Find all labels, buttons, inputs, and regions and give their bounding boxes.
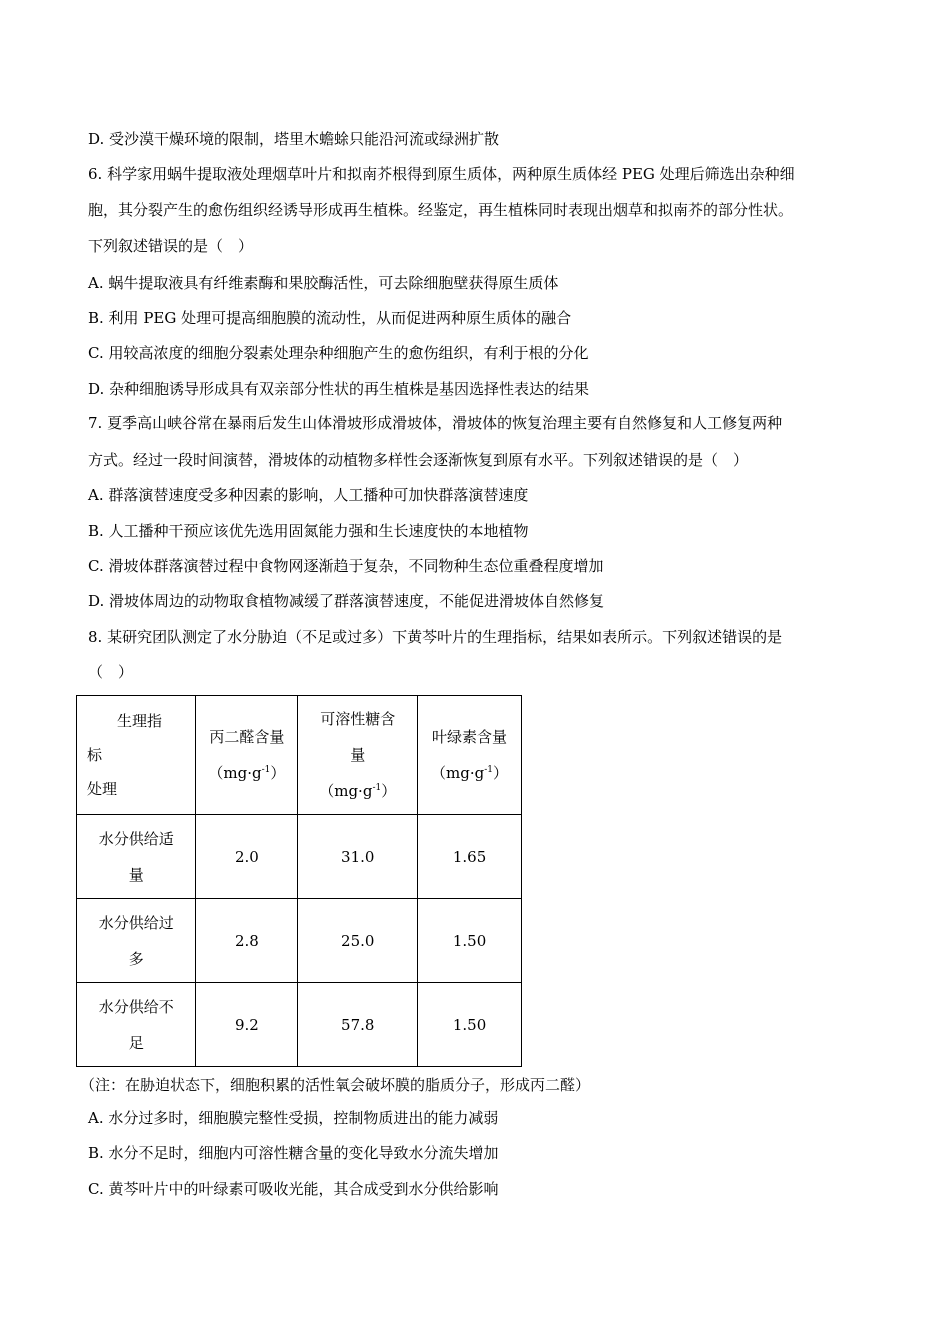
option-7d: D. 滑坡体周边的动物取食植物减缓了群落演替速度，不能促进滑坡体自然修复 bbox=[88, 592, 605, 610]
table-row bbox=[77, 815, 522, 899]
cell-mda: 9.2 bbox=[196, 983, 298, 1067]
cell-sugar: 57.8 bbox=[298, 983, 418, 1067]
header-sugar-label-cont: 量 bbox=[350, 746, 366, 764]
option-7b: B. 人工播种干预应该优先选用固氮能力强和生长速度快的本地植物 bbox=[88, 522, 529, 540]
option-6b: B. 利用 PEG 处理可提高细胞膜的流动性，从而促进两种原生质体的融合 bbox=[88, 309, 572, 327]
option-8a: A. 水分过多时，细胞膜完整性受损，控制物质进出的能力减弱 bbox=[88, 1109, 499, 1127]
option-6a: A. 蜗牛提取液具有纤维素酶和果胶酶活性，可去除细胞壁获得原生质体 bbox=[88, 274, 559, 292]
table-note: （注：在胁迫状态下，细胞积累的活性氧会破坏膜的脂质分子，形成丙二醛） bbox=[80, 1076, 591, 1094]
header-chlorophyll-label: 叶绿素含量 bbox=[432, 728, 508, 746]
option-6c: C. 用较高浓度的细胞分裂素处理杂种细胞产生的愈伤组织，有利于根的分化 bbox=[88, 344, 589, 362]
option-7c: C. 滑坡体群落演替过程中食物网逐渐趋于复杂，不同物种生态位重叠程度增加 bbox=[88, 557, 604, 575]
header-mda-label: 丙二醛含量 bbox=[209, 728, 285, 746]
question-7-stem-line-2: 方式。经过一段时间演替，滑坡体的动植物多样性会逐渐恢复到原有水平。下列叙述错误的是（ ） bbox=[88, 451, 749, 469]
option-6d: D. 杂种细胞诱导形成具有双亲部分性状的再生植株是基因选择性表达的结果 bbox=[88, 380, 590, 398]
question-7-stem-line-1: 7. 夏季高山峡谷常在暴雨后发生山体滑坡形成滑坡体，滑坡体的恢复治理主要有自然修复和人工修复两种 bbox=[88, 414, 783, 432]
row-label: 水分供给过 多 bbox=[77, 899, 196, 983]
cell-mda: 2.0 bbox=[196, 815, 298, 899]
corner-label-top: 生理指 bbox=[117, 712, 163, 730]
table-header-row bbox=[77, 696, 522, 815]
corner-label-mid: 标 bbox=[87, 746, 103, 764]
table-row bbox=[77, 983, 522, 1067]
table-row bbox=[77, 899, 522, 983]
row-label: 水分供给适 量 bbox=[77, 815, 196, 899]
option-8b: B. 水分不足时，细胞内可溶性糖含量的变化导致水分流失增加 bbox=[88, 1144, 499, 1162]
cell-sugar: 31.0 bbox=[298, 815, 418, 899]
cell-mda: 2.8 bbox=[196, 899, 298, 983]
cell-chlorophyll: 1.50 bbox=[418, 899, 522, 983]
corner-label-bottom: 处理 bbox=[87, 780, 118, 798]
option-5d: D. 受沙漠干燥环境的限制，塔里木蟾蜍只能沿河流或绿洲扩散 bbox=[88, 130, 500, 148]
question-8-stem-line-1: 8. 某研究团队测定了水分胁迫（不足或过多）下黄芩叶片的生理指标，结果如表所示。下列叙述错误的是 bbox=[88, 628, 783, 646]
physiology-table bbox=[76, 695, 522, 1067]
table-corner-cell bbox=[77, 696, 196, 815]
cell-chlorophyll: 1.50 bbox=[418, 983, 522, 1067]
question-8-stem-line-2: （ ） bbox=[88, 663, 134, 681]
question-6-stem-line-1: 6. 科学家用蜗牛提取液处理烟草叶片和拟南芥根得到原生质体，两种原生质体经 PEG 处理后筛选出杂种细 bbox=[88, 165, 795, 183]
header-mda bbox=[196, 696, 298, 815]
cell-sugar: 25.0 bbox=[298, 899, 418, 983]
option-7a: A. 群落演替速度受多种因素的影响，人工播种可加快群落演替速度 bbox=[88, 486, 529, 504]
header-mda-unit: $(mg\cdot g^{-1})$ bbox=[208, 764, 286, 782]
header-chlorophyll-unit: $(mg\cdot g^{-1})$ bbox=[431, 764, 509, 782]
row-label: 水分供给不 足 bbox=[77, 983, 196, 1067]
cell-chlorophyll: 1.65 bbox=[418, 815, 522, 899]
option-8c: C. 黄芩叶片中的叶绿素可吸收光能，其合成受到水分供给影响 bbox=[88, 1180, 499, 1198]
header-chlorophyll bbox=[418, 696, 522, 815]
header-sugar-label: 可溶性糖含 bbox=[320, 710, 396, 728]
header-sugar bbox=[298, 696, 418, 815]
question-6-stem-line-3: 下列叙述错误的是（ ） bbox=[88, 237, 254, 255]
header-sugar-unit: $(mg\cdot g^{-1})$ bbox=[319, 782, 397, 800]
question-6-stem-line-2: 胞，其分裂产生的愈伤组织经诱导形成再生植株。经鉴定，再生植株同时表现出烟草和拟南芥的部分性状。 bbox=[88, 201, 794, 219]
